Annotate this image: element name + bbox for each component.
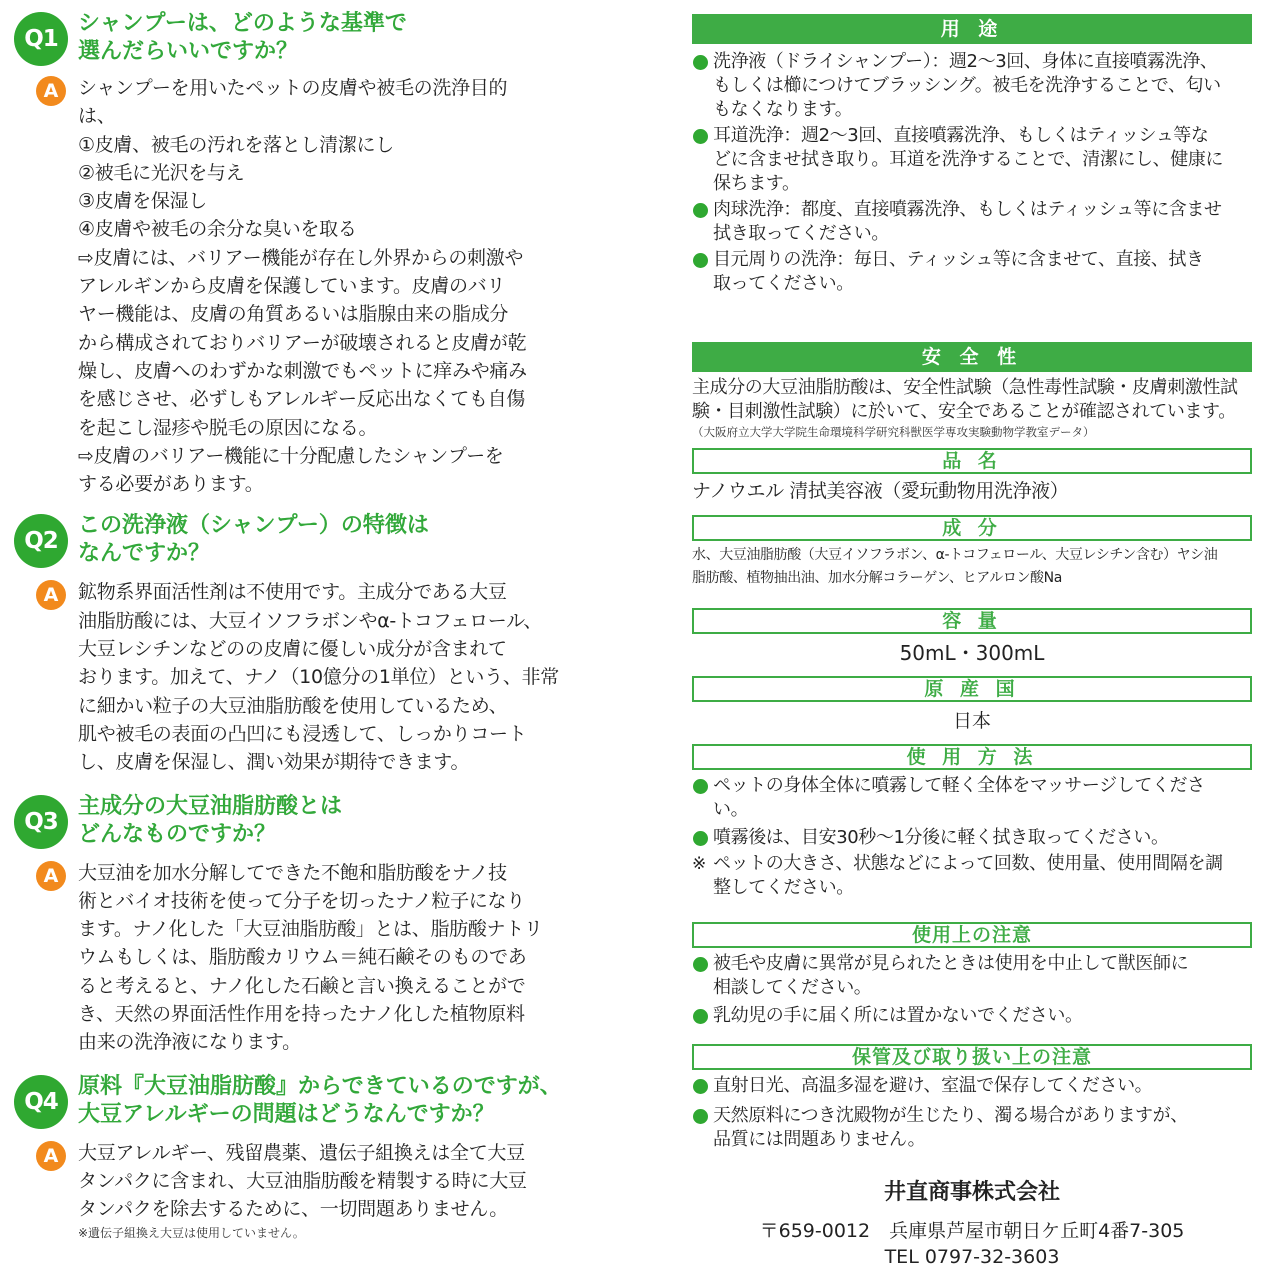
question xyxy=(14,1073,574,1129)
ingredients-section xyxy=(692,544,1252,590)
a-badge: A xyxy=(36,1141,66,1171)
answer-line: する必要があります。 xyxy=(78,473,264,496)
usage-line: 肉球洗浄：都度、直接噴霧洗浄、もしくはティッシュ等に含ませ xyxy=(713,199,1222,220)
q-badge: Q4 xyxy=(14,1075,68,1129)
directions-list xyxy=(692,774,1252,900)
bullet-dot-icon xyxy=(693,55,708,70)
answer-line: ます。ナノ化した「大豆油脂肪酸」とは、脂肪酸ナトリ xyxy=(78,918,543,941)
faq-item-q3 xyxy=(14,793,574,1057)
bullet-dot-icon xyxy=(693,1009,708,1024)
question-line: 原料『大豆油脂肪酸』からできているのですが、 xyxy=(78,1073,562,1099)
answer-line: 大豆油を加水分解してできた不飽和脂肪酸をナノ技 xyxy=(78,861,507,884)
answer-line: アレルギンから皮膚を保護しています。皮膚のバリ xyxy=(78,275,506,298)
answer xyxy=(14,74,574,498)
ingredients-heading: 成 分 xyxy=(692,515,1252,541)
cautions-heading: 使用上の注意 xyxy=(692,922,1252,948)
safety-section xyxy=(692,376,1252,440)
bullet-dot-icon xyxy=(693,203,708,218)
q-badge: Q3 xyxy=(14,795,68,849)
answer-line: 肌や被毛の表面の凸凹にも浸透して、しっかりコート xyxy=(78,722,527,745)
usage-item xyxy=(692,50,1252,122)
usage-item xyxy=(692,198,1252,246)
safety-line: 主成分の大豆油脂肪酸は、安全性試験（急性毒性試験・皮膚刺激性試 xyxy=(692,377,1238,398)
bullet-dot-icon xyxy=(693,831,708,846)
storage-line: 直射日光、高温多湿を避け、室温で保存してください。 xyxy=(713,1075,1153,1096)
directions-line: ペットの大きさ、状態などによって回数、使用量、使用間隔を調 xyxy=(713,853,1223,874)
usage-line: 目元周りの洗浄：毎日、ティッシュ等に含ませて、直接、拭き xyxy=(713,249,1204,270)
usage-line: もなくなります。 xyxy=(713,99,853,120)
usage-line: 耳道洗浄：週2～3回、直接噴霧洗浄、もしくはティッシュ等な xyxy=(713,125,1209,146)
safety-heading: 安 全 性 xyxy=(692,342,1252,372)
note-mark: ※ xyxy=(692,854,706,874)
answer-line: 燥し、皮膚へのわずかな刺激でもペットに痒みや痛み xyxy=(78,359,527,382)
answer-line: ①皮膚、被毛の汚れを落とし清潔にし xyxy=(78,133,394,156)
answer-line: 大豆レシチンなどのの皮膚に優しい成分が含まれて xyxy=(78,638,507,661)
question-line: 大豆アレルギーの問題はどうなんですか？ xyxy=(78,1101,495,1127)
usage-item xyxy=(692,248,1252,296)
usage-line: 洗浄液（ドライシャンプー）：週2～3回、身体に直接噴霧洗浄、 xyxy=(713,51,1218,72)
company-name: 井直商事株式会社 xyxy=(883,1180,1060,1205)
directions-line: 整してください。 xyxy=(713,877,854,898)
caution-line: 相談してください。 xyxy=(713,977,872,998)
answer-line: ヤー機能は、皮膚の角質あるいは脂腺由来の脂成分 xyxy=(78,303,509,326)
answer-line: ④皮膚や被毛の余分な臭いを取る xyxy=(78,218,357,241)
ingredients-line: 水、大豆油脂肪酸（大豆イソフラボン、α-トコフェロール、大豆レシチン含む）ヤシ油 xyxy=(692,547,1218,563)
answer-line: は、 xyxy=(78,105,116,128)
directions-line: ペットの身体全体に噴霧して軽く全体をマッサージしてくださ xyxy=(713,775,1205,796)
product-name-heading: 品 名 xyxy=(692,448,1252,474)
q-badge: Q1 xyxy=(14,12,68,66)
product-name-value: ナノウエル 清拭美容液（愛玩動物用洗浄液） xyxy=(692,480,1069,502)
answer-line: タンパクに含まれ、大豆油脂肪酸を精製する時に大豆 xyxy=(78,1169,527,1192)
answer-line: 油脂肪酸には、大豆イソフラボンやα-トコフェロール、 xyxy=(78,609,542,632)
answer-line: タンパクを除去するために、一切問題ありません。 xyxy=(78,1198,508,1221)
answer-line: を起こし湿疹や脱毛の原因になる。 xyxy=(78,416,378,439)
bullet-dot-icon xyxy=(693,957,708,972)
usage-heading: 用 途 xyxy=(692,14,1252,44)
storage-line: 品質には問題ありません。 xyxy=(713,1129,926,1150)
usage-line: もしくは櫛につけてブラッシング。被毛を洗浄することで、匂い xyxy=(713,75,1221,96)
faq-item-q2 xyxy=(14,512,574,776)
directions-item xyxy=(692,774,1252,822)
bullet-dot-icon xyxy=(693,1109,708,1124)
answer-line: を感じさせ、必ずしもアレルギー反応出なくても自傷 xyxy=(78,388,525,411)
question-line: 主成分の大豆油脂肪酸とは xyxy=(78,793,343,819)
storage-item xyxy=(692,1074,1252,1098)
directions-item xyxy=(692,826,1252,850)
question xyxy=(14,10,574,66)
bullet-dot-icon xyxy=(693,779,708,794)
faq-column xyxy=(14,10,574,1242)
answer-line: 術とバイオ技術を使って分子を切ったナノ粒子になり xyxy=(78,889,525,912)
answer-note: ※遺伝子組換え大豆は使用していません。 xyxy=(78,1225,305,1240)
directions-line: 噴霧後は、目安30秒～1分後に軽く拭き取ってください。 xyxy=(713,827,1169,848)
a-badge: A xyxy=(36,76,66,106)
company-block xyxy=(692,1178,1252,1270)
origin-heading: 原 産 国 xyxy=(692,676,1252,702)
answer-line: 大豆アレルギー、残留農薬、遺伝子組換えは全て大豆 xyxy=(78,1141,525,1164)
safety-line: 験・目刺激性試験）に於いて、安全であることが確認されています。 xyxy=(692,401,1236,422)
storage-list xyxy=(692,1074,1252,1152)
question xyxy=(14,793,574,849)
answer-line: から構成されておりバリアーが破壊されると皮膚が乾 xyxy=(78,331,527,354)
directions-line: い。 xyxy=(713,799,749,820)
cautions-list xyxy=(692,952,1252,1028)
answer-line: ると考えると、ナノ化した石鹸と言い換えることがで xyxy=(78,974,526,997)
question-line: 選んだらいいですか？ xyxy=(78,39,299,64)
answer-line: き、天然の界面活性作用を持ったナノ化した植物原料 xyxy=(78,1003,525,1026)
ingredients-line: 脂肪酸、植物抽出油、加水分解コラーゲン、ヒアルロン酸Na xyxy=(692,570,1062,586)
faq-item-q1 xyxy=(14,10,574,498)
usage-item xyxy=(692,124,1252,196)
origin-value: 日本 xyxy=(952,710,991,732)
answer-line: ⇨皮膚のバリアー機能に十分配慮したシャンプーを xyxy=(78,444,504,467)
directions-item xyxy=(692,852,1252,900)
answer-line: 由来の洗浄液になります。 xyxy=(78,1031,301,1054)
usage-line: どに含ませ拭き取り。耳道を洗浄することで、清潔にし、健康に xyxy=(713,149,1224,170)
answer-line: 鉱物系界面活性剤は不使用です。主成分である大豆 xyxy=(78,581,507,604)
answer-line: シャンプーを用いたペットの皮膚や被毛の洗浄目的 xyxy=(78,77,508,99)
answer xyxy=(14,1139,574,1242)
a-badge: A xyxy=(36,861,66,891)
capacity-heading: 容 量 xyxy=(692,608,1252,634)
storage-line: 天然原料につき沈殿物が生じたり、濁る場合がありますが、 xyxy=(713,1105,1188,1126)
bullet-dot-icon xyxy=(693,253,708,268)
product-info-column xyxy=(692,14,1252,1270)
answer xyxy=(14,578,574,776)
usage-line: 取ってください。 xyxy=(713,273,854,294)
storage-heading: 保管及び取り扱い上の注意 xyxy=(692,1044,1252,1070)
answer xyxy=(14,859,574,1057)
question-line: この洗浄液（シャンプー）の特徴は xyxy=(78,513,429,539)
caution-line: 被毛や皮膚に異常が見られたときは使用を中止して獣医師に xyxy=(713,953,1189,974)
bullet-dot-icon xyxy=(693,129,708,144)
caution-item xyxy=(692,952,1252,1000)
answer-line: ⇨皮膚には、バリアー機能が存在し外界からの刺激や xyxy=(78,246,524,269)
caution-item xyxy=(692,1004,1252,1028)
answer-line: ③皮膚を保湿し xyxy=(78,190,207,213)
safety-source: （大阪府立大学大学院生命環境科学研究科獣医学専攻実験動物学教室データ） xyxy=(692,425,1095,439)
answer-line: に細かい粒子の大豆油脂肪酸を使用しているため、 xyxy=(78,694,508,717)
usage-list xyxy=(692,50,1252,296)
question xyxy=(14,512,574,568)
question-line: どんなものですか？ xyxy=(78,821,277,847)
a-badge: A xyxy=(36,580,66,610)
answer-line: ②被毛に光沢を与え xyxy=(78,161,245,184)
storage-item xyxy=(692,1104,1252,1152)
question-line: なんですか？ xyxy=(78,541,211,567)
question-line: シャンプーは、どのような基準で xyxy=(78,11,407,36)
answer-line: おります。加えて、ナノ（10億分の1単位）という、非常 xyxy=(78,666,559,689)
company-tel: TEL 0797-32-3603 xyxy=(884,1246,1060,1268)
company-address: 〒659-0012 兵庫県芦屋市朝日ケ丘町4番7-305 xyxy=(759,1220,1185,1242)
capacity-value: 50mL・300mL xyxy=(899,641,1045,665)
caution-line: 乳幼児の手に届く所には置かないでください。 xyxy=(713,1005,1083,1026)
answer-line: ウムもしくは、脂肪酸カリウム＝純石鹸そのものであ xyxy=(78,946,527,969)
usage-line: 拭き取ってください。 xyxy=(713,223,889,244)
directions-heading: 使 用 方 法 xyxy=(692,744,1252,770)
faq-item-q4 xyxy=(14,1073,574,1242)
usage-line: 保ちます。 xyxy=(713,173,800,194)
answer-line: し、皮膚を保湿し、潤い効果が期待できます。 xyxy=(78,751,470,774)
q-badge: Q2 xyxy=(14,514,68,568)
bullet-dot-icon xyxy=(693,1079,708,1094)
